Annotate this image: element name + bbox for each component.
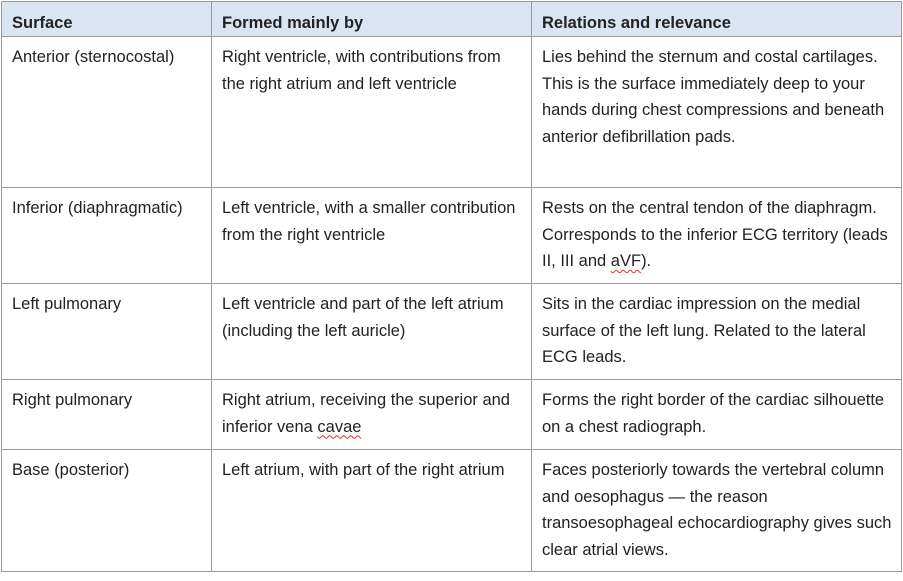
table-row	[2, 284, 902, 380]
cell-formed-by: Left ventricle and part of the left atrium (including the left auricle)	[212, 284, 532, 380]
relevance-text-end: ).	[641, 252, 652, 270]
cell-relevance: Sits in the cardiac impression on the medial surface of the left lung. Related to the lateral ECG leads.	[532, 284, 902, 380]
cell-surface: Base (posterior)	[2, 450, 212, 572]
cell-relevance: Forms the right border of the cardiac silhouette on a chest radiograph.	[532, 380, 902, 450]
cell-surface: Right pulmonary	[2, 380, 212, 450]
cell-relevance: Faces posteriorly towards the vertebral column and oesophagus — the reason transoesophageal echocardiography gives such clear atrial views.	[532, 450, 902, 572]
cell-surface: Left pulmonary	[2, 284, 212, 380]
table-row	[2, 37, 902, 188]
cell-formed-by: Left ventricle, with a smaller contribution from the right ventricle	[212, 188, 532, 284]
table-row	[2, 188, 902, 284]
cell-relevance	[532, 188, 902, 284]
cell-formed-by	[212, 380, 532, 450]
header-formed-mainly-by: Formed mainly by	[212, 2, 532, 37]
cell-surface: Inferior (diaphragmatic)	[2, 188, 212, 284]
header-surface: Surface	[2, 2, 212, 37]
cell-surface: Anterior (sternocostal)	[2, 37, 212, 188]
table-row	[2, 380, 902, 450]
relevance-text: Rests on the central tendon of the diaphragm. Corresponds to the inferior ECG territory (leads II, III and	[542, 199, 888, 270]
heart-surfaces-table	[1, 1, 902, 572]
cell-formed-by: Right ventricle, with contributions from the right atrium and left ventricle	[212, 37, 532, 188]
formed-by-text: Right atrium, receiving the superior and inferior vena	[222, 391, 510, 436]
spellcheck-flagged-word[interactable]: aVF	[610, 252, 642, 270]
header-relations-and-relevance: Relations and relevance	[532, 2, 902, 37]
cell-formed-by: Left atrium, with part of the right atrium	[212, 450, 532, 572]
cell-relevance: Lies behind the sternum and costal cartilages. This is the surface immediately deep to your hands during chest compressions and beneath anterior defibrillation pads.	[532, 37, 902, 188]
spellcheck-flagged-word[interactable]: cavae	[317, 417, 362, 436]
table-header-row	[2, 2, 902, 37]
table-row	[2, 450, 902, 572]
